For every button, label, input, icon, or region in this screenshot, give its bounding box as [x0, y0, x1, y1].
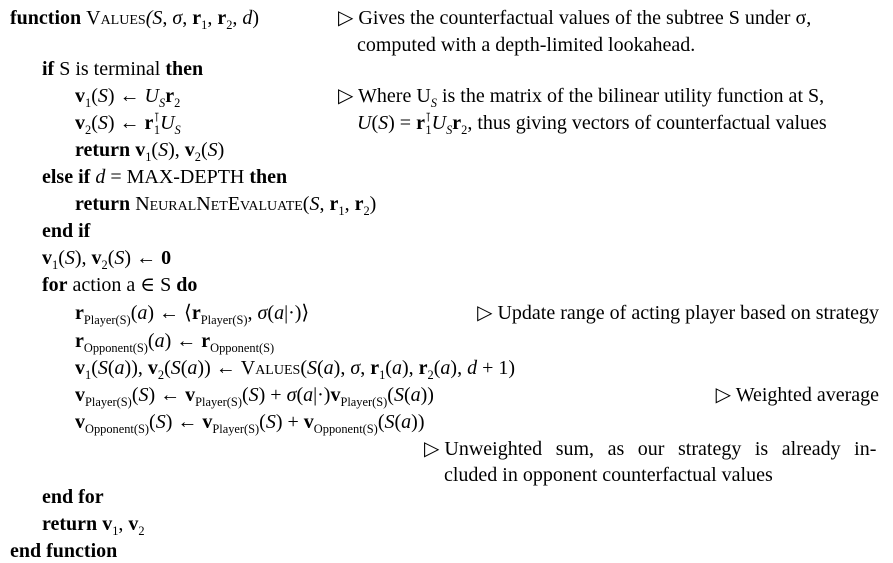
end-for [42, 485, 104, 509]
triangle-icon: ▷ [424, 438, 440, 460]
sub-player: Player(S) [83, 313, 131, 327]
return-neural: return NeuralNetEvaluate(S, $r_1$, $r_2$) [75, 193, 377, 218]
sub-opponent-3: Opponent(S) [85, 422, 150, 436]
max-depth: MAX-DEPTH [126, 166, 245, 188]
sub-player-6: Player(S) [212, 422, 260, 436]
comment-3-text: Update range of acting player based on strategy [497, 302, 879, 324]
sub-player-3: Player(S) [85, 395, 132, 409]
kw-return: return [75, 139, 131, 161]
triangle-icon: ▷ [477, 302, 493, 324]
assign-v1-terminal: $v_1(S)$ ← $U_Sr_2$ [75, 85, 181, 110]
comment-2-cont-text: , thus giving vectors of counterfactual values [467, 112, 827, 134]
func-name-2: Values [240, 357, 301, 379]
func-name: Values [86, 7, 146, 29]
sub-opponent-2: Opponent(S) [210, 341, 275, 355]
unweighted-update: $v_{Opponent(S)}(S)$ ← $v_{Player(S)}(S) + v_{Opponent(S)}(S(a))$ [75, 411, 425, 436]
kw-function: function [10, 7, 82, 29]
comment-1-cont: computed with a depth-limited lookahead. [357, 34, 696, 56]
if-terminal [42, 57, 203, 81]
comment-5-cont: cluded in opponent counterfactual values [444, 464, 773, 486]
kw-for: for [42, 274, 68, 296]
weighted-update: $v_{Player(S)}(S)$ ← $v_{Player(S)}(S) + \sigma(a|\cdot)v_{Player(S)}(S(a))$ [75, 384, 434, 409]
comment-2-cont: $U(S) = r^⊺_1U_Sr_2$, thus giving vectors of counterfactual values [357, 110, 827, 137]
sub-player-4: Player(S) [195, 395, 242, 409]
sub-player-2: Player(S) [200, 313, 248, 327]
kw-do: do [176, 274, 198, 296]
update-range-player: $r_{Player(S)}(a)$ ← $⟨r_{Player(S)}$, σ(a|·)⟩ [75, 302, 310, 327]
return-terminal: return $v_1(S)$, $v_2(S)$ [75, 139, 225, 164]
for-loop [42, 273, 197, 297]
kw-then-2: then [249, 166, 288, 188]
return-final: return $v_1$, $v_2$ [42, 513, 145, 538]
end-if [42, 219, 90, 243]
kw-return-3: return [42, 513, 98, 535]
assign-v2-terminal: $v_2(S)$ ← $r^⊺_1U_S$ [75, 110, 181, 137]
kw-else-if: else if [42, 166, 91, 188]
comment-2-text-b: is the matrix of the bilinear utility function at S, [436, 85, 825, 107]
kw-end-for: end for [42, 486, 104, 508]
comment-1 [338, 6, 811, 30]
triangle-icon: ▷ [715, 384, 732, 406]
kw-end-function: end function [10, 540, 118, 562]
comment-3 [477, 301, 879, 325]
comment-5-text: Unweighted sum, as our strategy is already in- [444, 438, 877, 460]
update-range-opponent: $r_{Opponent(S)}(a)$ ← $r_{Opponent(S)}$ [75, 330, 275, 355]
func-args: (S, σ, $r_1$, $r_2$, d) [145, 7, 260, 32]
triangle-icon: ▷ [338, 7, 354, 29]
comment-2-text: Where U [358, 85, 431, 107]
init-values: $v_1(S)$, $v_2(S)$ ← 0 [42, 247, 172, 272]
sub-opponent-4: Opponent(S) [313, 422, 378, 436]
recursive-call: $v_1(S(a))$, $v_2(S(a))$ ← Values(S(a), σ, $r_1(a)$, $r_2(a)$, d + 1) [75, 357, 516, 382]
kw-end-if: end if [42, 220, 91, 242]
neural-name: NeuralNetEvaluate [135, 193, 303, 215]
comment-1-text: Gives the counterfactual values of the subtree S under σ, [358, 7, 812, 29]
kw-return-2: return [75, 193, 131, 215]
comment-4 [716, 383, 879, 407]
comment-5 [424, 437, 876, 461]
kw-then: then [165, 58, 204, 80]
for-text: action a ∈ S [67, 274, 177, 296]
comment-4-text: Weighted average [735, 384, 879, 406]
comment-2: ▷ Where $U_S$ is the matrix of the bilinear utility function at S, [338, 85, 825, 110]
function-header [10, 6, 259, 30]
triangle-icon: ▷ [338, 85, 354, 107]
if-cond: S is terminal [54, 58, 166, 80]
end-function [10, 539, 117, 563]
sub-player-5: Player(S) [340, 395, 388, 409]
kw-if: if [42, 58, 55, 80]
else-if-depth: else if d = MAX-DEPTH then [42, 166, 288, 188]
sub-opponent: Opponent(S) [83, 341, 148, 355]
